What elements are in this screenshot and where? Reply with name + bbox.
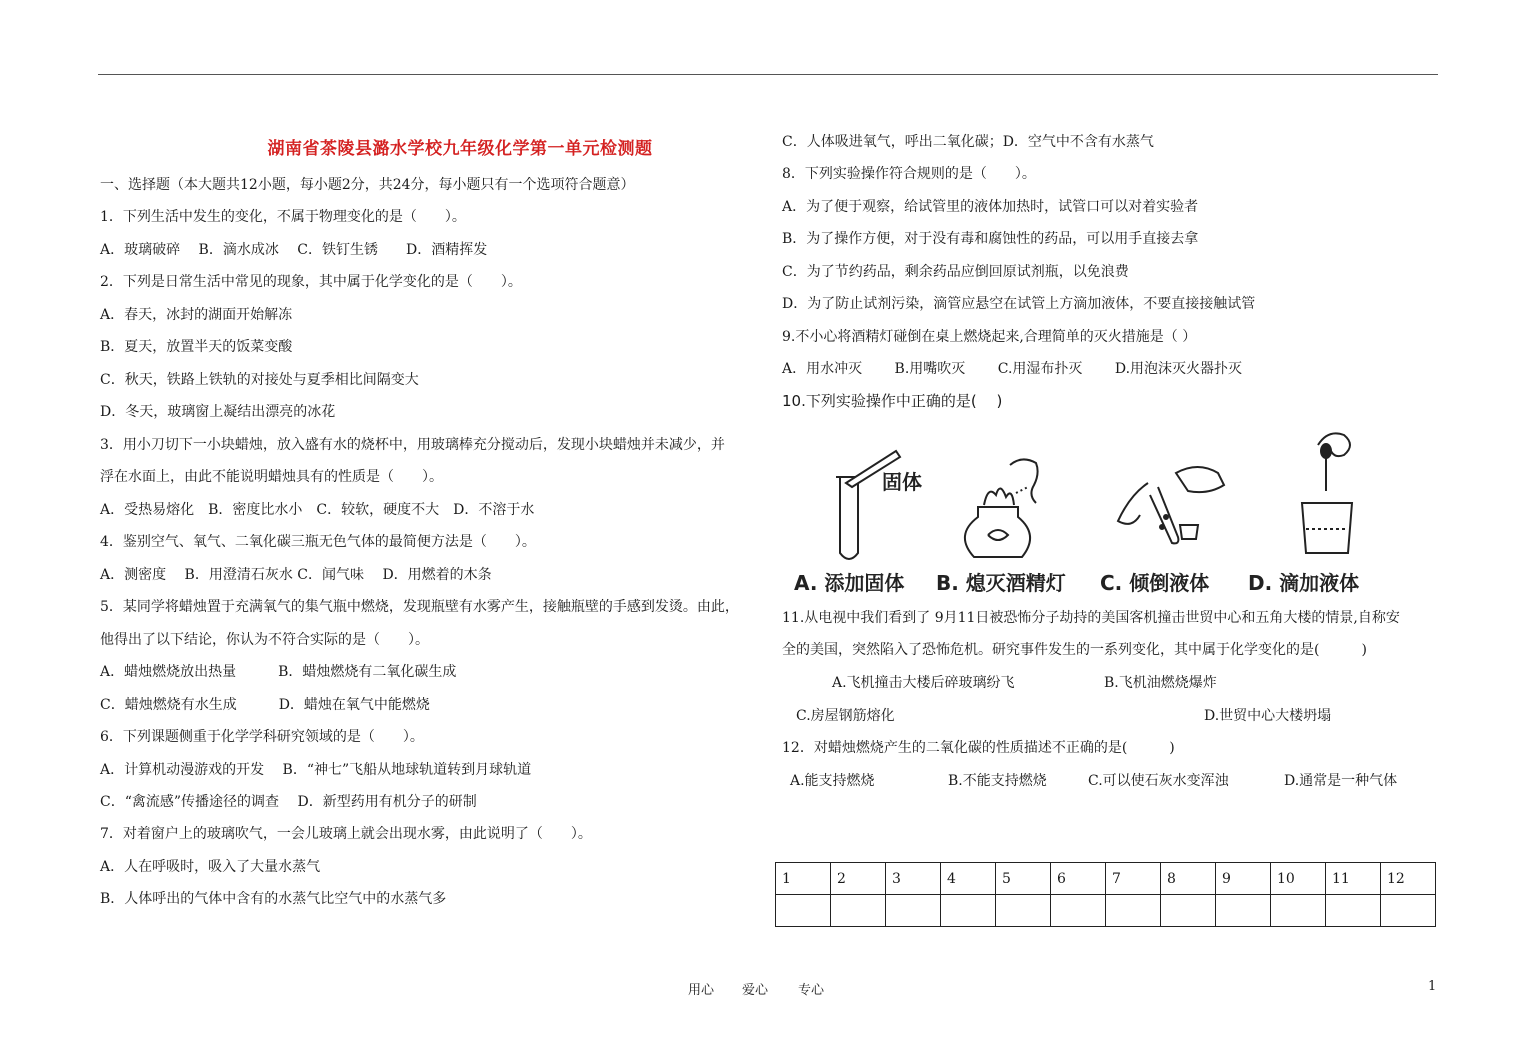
footer-item: 专心 [798,983,825,998]
q8-option-d: D．为了防止试剂污染，滴管应悬空在试管上方滴加液体，不要直接接触试管 [782,296,1256,312]
answer-cell[interactable] [831,895,886,927]
caption-d: D. 滴加液体 [1248,571,1360,595]
dropper-beaker-icon [1302,433,1352,553]
answer-number: 6 [1051,863,1106,895]
q6-options-cd: C．“禽流感”传播途径的调查 D．新型药用有机分子的研制 [100,794,477,810]
pouring-liquid-icon [1118,467,1224,543]
q7-option-cd: C．人体吸进氧气，呼出二氧化碳；D．空气中不含有水蒸气 [782,134,1154,150]
question-11-cont: 全的美国，突然陷入了恐怖危机。研究事件发生的一系列变化，其中属于化学变化的是( ) [782,642,1367,658]
question-5: 5．某同学将蜡烛置于充满氧气的集气瓶中燃烧，发现瓶壁有水雾产生，接触瓶壁的手感到发烫。由此， [100,599,739,615]
q3-options: A．受热易熔化 B．密度比水小 C．较软，硬度不大 D．不溶于水 [100,502,535,518]
q8-option-b: B．为了操作方便，对于没有毒和腐蚀性的药品，可以用手直接去拿 [782,231,1199,247]
caption-b: B. 熄灭酒精灯 [936,571,1066,595]
solid-label: 固体 [882,470,922,494]
answer-cell[interactable] [1271,895,1326,927]
top-rule [98,74,1438,75]
answer-cell[interactable] [1106,895,1161,927]
q1-options: A．玻璃破碎 B．滴水成冰 C．铁钉生锈 D．酒精挥发 [100,242,488,258]
footer-item: 用心 [688,983,715,998]
answer-number: 2 [831,863,886,895]
footer-item: 爱心 [742,983,769,998]
q12-option-d: D.通常是一种气体 [1284,773,1398,789]
question-8: 8．下列实验操作符合规则的是（ ）。 [782,166,1036,182]
q11-option-c: C.房屋钢筋熔化 [796,708,895,724]
page-number: 1 [1428,979,1437,994]
caption-a: A. 添加固体 [794,571,905,595]
question-7: 7．对着窗户上的玻璃吹气，一会儿玻璃上就会出现水雾，由此说明了（ ）。 [100,826,592,842]
page-title: 湖南省茶陵县潞水学校九年级化学第一单元检测题 [267,139,653,159]
answer-number: 1 [776,863,831,895]
answer-number: 8 [1161,863,1216,895]
question-3: 3．用小刀切下一小块蜡烛，放入盛有水的烧杯中，用玻璃棒充分搅动后，发现小块蜡烛并未减少，并 [100,437,725,453]
answer-cell[interactable] [1051,895,1106,927]
q9-options: A．用水冲灭 B.用嘴吹灭 C.用湿布扑灭 D.用泡沫灭火器扑灭 [782,361,1243,377]
question-6: 6．下列课题侧重于化学学科研究领域的是（ ）。 [100,729,424,745]
q4-options: A．测密度 B．用澄清石灰水 C．闻气味 D．用燃着的木条 [100,567,492,583]
q11-option-d: D.世贸中心大楼坍塌 [1204,708,1332,724]
answer-cell[interactable] [1381,895,1436,927]
q2-option-c: C．秋天，铁路上铁轨的对接处与夏季相比间隔变大 [100,372,419,388]
q2-option-a: A．春天，冰封的湖面开始解冻 [100,307,293,323]
question-2: 2．下列是日常生活中常见的现象，其中属于化学变化的是（ ）。 [100,274,522,290]
answer-number: 9 [1216,863,1271,895]
q12-option-a: A.能支持燃烧 [790,773,875,789]
q8-option-c: C．为了节约药品，剩余药品应倒回原试剂瓶，以免浪费 [782,264,1129,280]
alcohol-lamp-icon [965,459,1038,557]
question-5-cont: 他得出了以下结论，你认为不符合实际的是（ ）。 [100,632,429,648]
answer-number: 10 [1271,863,1326,895]
q5-options-cd: C．蜡烛燃烧有水生成 D．蜡烛在氧气中能燃烧 [100,697,430,713]
q12-option-c: C.可以使石灰水变浑浊 [1088,773,1229,789]
q11-option-a: A.飞机撞击大楼后碎玻璃纷飞 [832,675,1015,691]
answer-number: 12 [1381,863,1436,895]
q8-option-a: A．为了便于观察，给试管里的液体加热时，试管口可以对着实验者 [782,199,1199,215]
question-9: 9.不小心将酒精灯碰倒在桌上燃烧起来,合理简单的灭火措施是（ ） [782,329,1197,345]
question-12: 12．对蜡烛燃烧产生的二氧化碳的性质描述不正确的是( ) [782,740,1175,756]
lab-illustrations [778,425,1378,565]
q6-options-ab: A．计算机动漫游戏的开发 B．“神七”飞船从地球轨道转到月球轨道 [100,762,532,778]
q12-option-b: B.不能支持燃烧 [948,773,1047,789]
q5-options-ab: A．蜡烛燃烧放出热量 B．蜡烛燃烧有二氧化碳生成 [100,664,457,680]
answer-cell[interactable] [886,895,941,927]
answer-cell[interactable] [1326,895,1381,927]
answer-cell[interactable] [941,895,996,927]
caption-c: C. 倾倒液体 [1100,571,1210,595]
answer-number: 11 [1326,863,1381,895]
question-1: 1．下列生活中发生的变化，不属于物理变化的是（ ）。 [100,209,466,225]
test-tube-solid-icon [836,451,900,559]
question-4: 4．鉴别空气、氧气、二氧化碳三瓶无色气体的最简便方法是（ ）。 [100,534,536,550]
answer-number: 5 [996,863,1051,895]
section-heading: 一、选择题（本大题共12小题，每小题2分，共24分，每小题只有一个选项符合题意） [100,177,635,193]
answer-table-blank-row [776,895,1436,927]
answer-number: 3 [886,863,941,895]
question-11: 11.从电视中我们看到了 9月11日被恐怖分子劫持的美国客机撞击世贸中心和五角大楼的情景,自称安 [782,610,1400,626]
q2-option-d: D．冬天，玻璃窗上凝结出漂亮的冰花 [100,404,336,420]
answer-number: 4 [941,863,996,895]
answer-cell[interactable] [1161,895,1216,927]
answer-table [775,862,1436,927]
answer-table-header-row [776,863,1436,895]
answer-cell[interactable] [1216,895,1271,927]
question-10: 10.下列实验操作中正确的是( ) [782,392,1003,410]
q11-option-b: B.飞机油燃烧爆炸 [1104,675,1217,691]
answer-cell[interactable] [776,895,831,927]
answer-cell[interactable] [996,895,1051,927]
question-3-cont: 浮在水面上，由此不能说明蜡烛具有的性质是（ ）。 [100,469,443,485]
q7-option-a: A．人在呼吸时，吸入了大量水蒸气 [100,859,321,875]
answer-number: 7 [1106,863,1161,895]
q2-option-b: B．夏天，放置半天的饭菜变酸 [100,339,293,355]
q7-option-b: B．人体呼出的气体中含有的水蒸气比空气中的水蒸气多 [100,891,447,907]
q10-figures [778,425,1378,595]
